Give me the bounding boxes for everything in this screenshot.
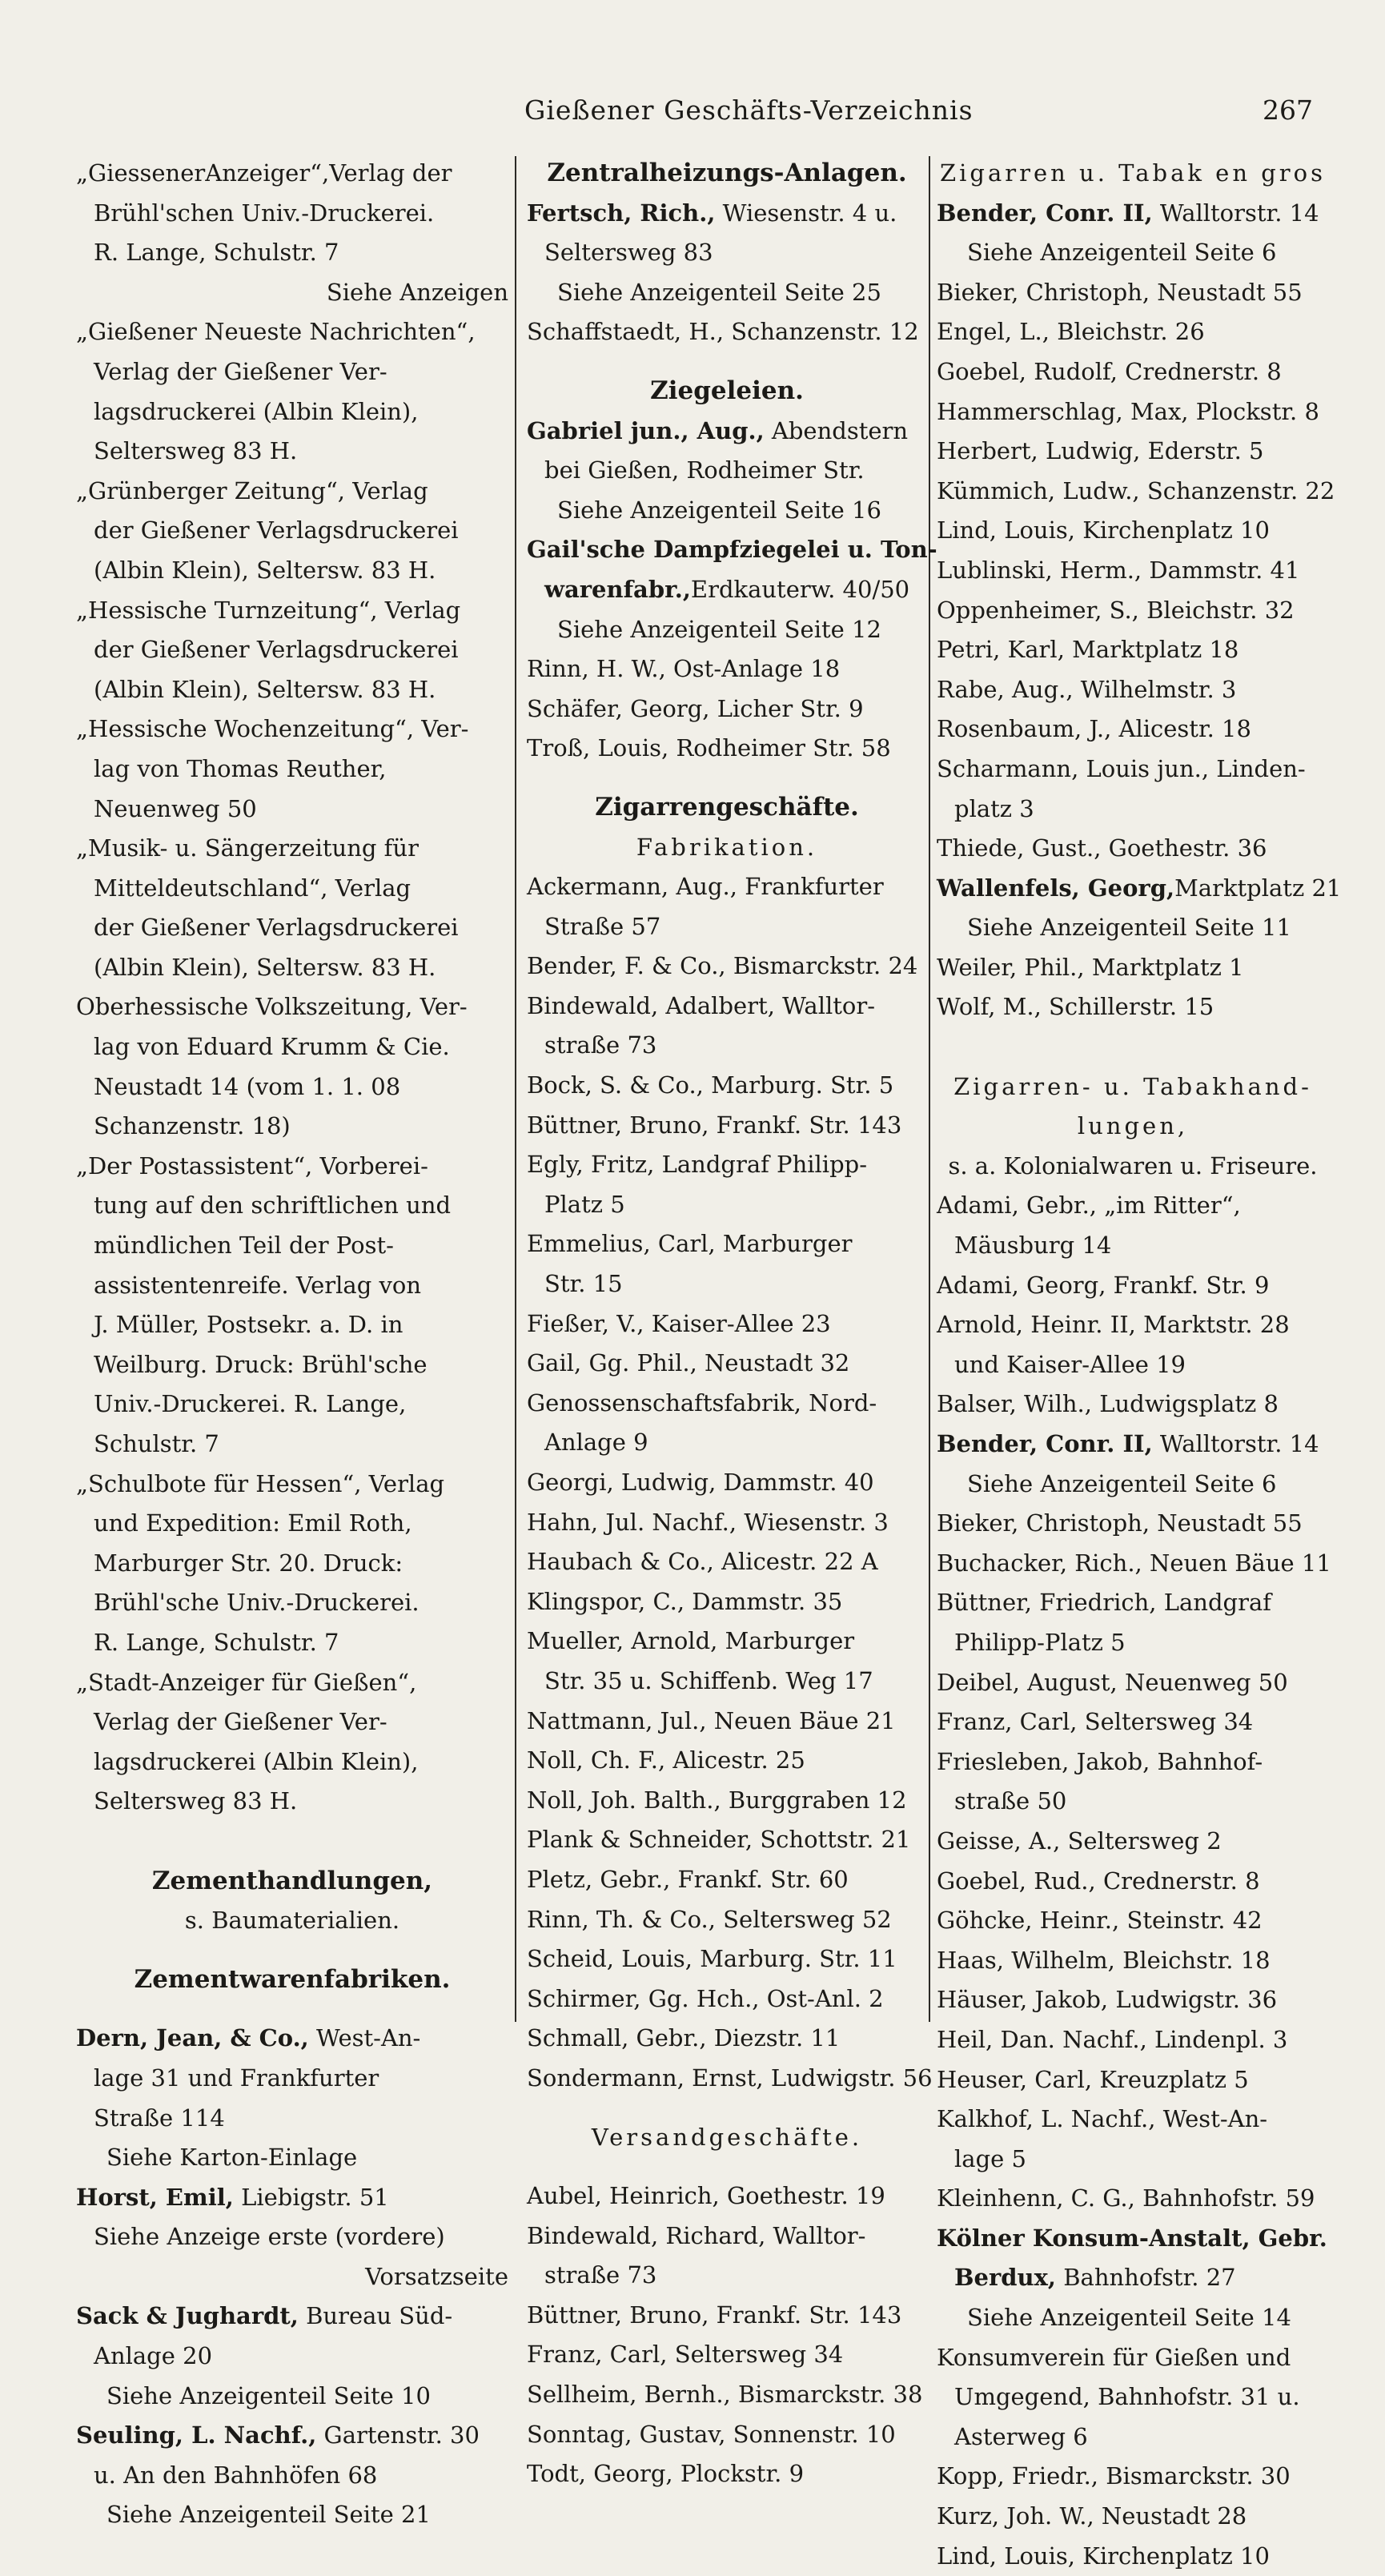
text-line: Haubach & Co., Alicestr. 22 A [527,1548,878,1576]
text-line: straße 73 [544,1031,657,1059]
text-line: Pletz, Gebr., Frankf. Str. 60 [527,1865,849,1893]
text-line: Oppenheimer, S., Bleichstr. 32 [937,596,1295,624]
text-line: Adami, Gebr., „im Ritter“, [937,1192,1241,1220]
subsection-heading: Versandgeschäfte. [591,2123,863,2151]
text-line: Adami, Georg, Frankf. Str. 9 [937,1271,1270,1299]
text-line: Seltersweg 83 H. [94,437,298,465]
text-line: Siehe Anzeigenteil Seite 6 [967,239,1277,267]
page-number: 267 [1263,94,1313,126]
entry-line [76,2297,508,2337]
text-line: Aubel, Heinrich, Goethestr. 19 [527,2182,885,2210]
text-line: „Hessische Turnzeitung“, Verlag [76,596,461,624]
entry-name: Seuling, L. Nachf., [76,2421,317,2449]
section-heading: Zentralheizungs-Anlagen. [547,159,907,187]
entry-address: Bahnhofstr. 27 [1063,2264,1236,2292]
text-line: Herbert, Ludwig, Ederstr. 5 [937,437,1264,465]
entry-address: Walltorstr. 14 [1159,1430,1319,1457]
section-heading: Zigarrengeschäfte. [595,792,859,822]
text-line: Büttner, Bruno, Frankf. Str. 143 [527,2301,902,2329]
text-line: Bieker, Christoph, Neustadt 55 [937,278,1303,306]
entry-address: Liebigstr. 51 [241,2183,389,2211]
text-line: Kurz, Joh. W., Neustadt 28 [937,2502,1247,2530]
text-line: Kopp, Friedr., Bismarckstr. 30 [937,2462,1291,2490]
text-line: Thiede, Gust., Goethestr. 36 [937,834,1267,862]
text-line: Schmall, Gebr., Diezstr. 11 [527,2024,841,2052]
text-line: Schanzenstr. 18) [94,1112,291,1140]
text-line: lage 31 und Frankfurter [94,2064,379,2092]
column-left [76,154,508,2529]
text-line: mündlichen Teil der Post- [94,1232,394,1260]
text-line: Goebel, Rudolf, Crednerstr. 8 [937,357,1282,385]
text-line: Friesleben, Jakob, Bahnhof- [937,1747,1263,1775]
entry-line [76,2019,508,2059]
text-line: Asterweg 6 [954,2422,1088,2450]
entry-address: Bureau Süd- [306,2302,453,2330]
text-line: Goebel, Rud., Crednerstr. 8 [937,1867,1260,1895]
text-line: Straße 114 [94,2104,225,2132]
text-line: (Albin Klein), Seltersw. 83 H. [94,675,436,703]
entry-name: Sack & Jughardt, [76,2302,299,2330]
text-line: Heuser, Carl, Kreuzplatz 5 [937,2065,1249,2093]
text-line: Mueller, Arnold, Marburger [527,1627,855,1655]
text-line: Lind, Louis, Kirchenplatz 10 [937,2542,1270,2570]
text-line: Brühl'schen Univ.-Druckerei. [94,199,435,227]
text-line: Neustadt 14 (vom 1. 1. 08 [94,1072,401,1100]
text-line: Rabe, Aug., Wilhelmstr. 3 [937,675,1237,703]
text-line: Bieker, Christoph, Neustadt 55 [937,1509,1303,1537]
text-line: Neuenweg 50 [94,794,257,822]
entry-address: Abendstern [771,416,909,444]
text-line: Gail'sche Dampfziegelei u. Ton- [527,536,937,564]
text-line: Seltersweg 83 H. [94,1787,298,1815]
text-line: Lublinski, Herm., Dammstr. 41 [937,556,1300,584]
text-line: Haas, Wilhelm, Bleichstr. 18 [937,1946,1271,1974]
text-line: Franz, Carl, Seltersweg 34 [937,1708,1254,1736]
text-line: Bock, S. & Co., Marburg. Str. 5 [527,1071,894,1099]
text-line: Büttner, Friedrich, Landgraf [937,1589,1271,1617]
spacer [76,1941,508,1960]
text-line: Philipp-Platz 5 [954,1628,1126,1656]
text-line: Mitteldeutschland“, Verlag [94,874,411,902]
text-line: platz 3 [954,794,1034,822]
text-line: lag von Thomas Reuther, [94,754,387,782]
entry-line [937,2258,1329,2298]
text-line: u. An den Bahnhöfen 68 [94,2461,378,2489]
text-line: lagsdruckerei (Albin Klein), [94,397,419,425]
text-line: Anlage 20 [94,2342,213,2370]
text-line: Ackermann, Aug., Frankfurter [527,873,884,901]
text-line: „Grünberger Zeitung“, Verlag [76,476,428,504]
text-line: Hahn, Jul. Nachf., Wiesenstr. 3 [527,1508,889,1536]
text-line: Genossenschaftsfabrik, Nord- [527,1388,877,1417]
text-line: Engel, L., Bleichstr. 26 [937,318,1205,346]
entry-name: Wallenfels, Georg, [937,874,1175,902]
text-line: Verlag der Gießener Ver- [94,357,387,385]
text-line: Petri, Karl, Marktplatz 18 [937,636,1239,664]
text-line: Bender, F. & Co., Bismarckstr. 24 [527,952,918,980]
text-line: Sonntag, Gustav, Sonnenstr. 10 [527,2420,896,2448]
entry-name: Bender, Conr. II, [937,1430,1153,1457]
text-line: Schaffstaedt, H., Schanzenstr. 12 [527,318,919,346]
text-line: Univ.-Druckerei. R. Lange, [94,1390,407,1418]
text-line: Straße 57 [544,912,661,940]
text-line: Geisse, A., Seltersweg 2 [937,1827,1222,1855]
text-line: assistentenreife. Verlag von [94,1271,422,1299]
text-line: Büttner, Bruno, Frankf. Str. 143 [527,1111,902,1139]
text-line: Konsumverein für Gießen und [937,2343,1291,2371]
text-line: „Stadt-Anzeiger für Gießen“, [76,1668,417,1696]
text-line: Str. 35 u. Schiffenb. Weg 17 [544,1666,873,1694]
text-line: und Kaiser-Allee 19 [954,1350,1186,1378]
entry-address: Gartenstr. 30 [323,2421,480,2449]
spacer [527,769,927,788]
text-line: Siehe Anzeigenteil Seite 11 [967,914,1291,942]
entry-line [527,194,927,234]
text-line: Seltersweg 83 [544,239,713,267]
text-line: Siehe Anzeigenteil Seite 12 [557,615,881,643]
column-divider [515,156,516,2022]
text-line: Georgi, Ludwig, Dammstr. 40 [527,1469,874,1496]
text-line: Kölner Konsum-Anstalt, Gebr. [937,2224,1327,2252]
text-line: Scharmann, Louis jun., Linden- [937,754,1306,782]
text-line: Egly, Fritz, Landgraf Philipp- [527,1151,868,1179]
section-heading: Zementhandlungen, [151,1866,433,1895]
text-line: Siehe Anzeigenteil Seite 25 [557,278,881,306]
text-line: Arnold, Heinr. II, Marktstr. 28 [937,1311,1290,1339]
spacer [527,2099,927,2118]
entry-address: Wiesenstr. 4 u. [722,199,897,227]
entry-address: Walltorstr. 14 [1159,199,1319,227]
text-line: Siehe Anzeigenteil Seite 6 [967,1469,1277,1497]
text-line: Troß, Louis, Rodheimer Str. 58 [527,734,891,762]
text-line: Sellheim, Bernh., Bismarckstr. 38 [527,2381,923,2409]
text-line: J. Müller, Postsekr. a. D. in [94,1311,403,1339]
text-line: Bindewald, Richard, Walltor- [527,2221,866,2249]
subsection-heading: Fabrikation. [636,833,818,861]
text-line: Noll, Joh. Balth., Burggraben 12 [527,1786,907,1814]
text-line: (Albin Klein), Seltersw. 83 H. [94,556,436,584]
entry-line [937,869,1342,909]
text-line: Siehe Anzeigenteil Seite 16 [557,496,881,524]
text-line: Kalkhof, L. Nachf., West-An- [937,2105,1268,2133]
text-line: „GiessenerAnzeiger“,Verlag der [76,159,452,187]
entry-name: Fertsch, Rich., [527,199,716,227]
text-line: „Schulbote für Hessen“, Verlag [76,1469,445,1497]
text-line: der Gießener Verlagsdruckerei [94,516,459,545]
text-line: Klingspor, C., Dammstr. 35 [527,1587,843,1615]
text-line: Oberhessische Volkszeitung, Ver- [76,993,468,1021]
text-line: straße 50 [954,1787,1067,1815]
text-line: Platz 5 [544,1190,625,1218]
text-line: „Musik- u. Sängerzeitung für [76,834,419,862]
text-line: und Expedition: Emil Roth, [94,1509,412,1537]
entry-name: Bender, Conr. II, [937,199,1153,227]
text-line: s. Baumaterialien. [184,1907,400,1935]
text-line: Schulstr. 7 [94,1430,219,1457]
text-line: Siehe Anzeigenteil Seite 10 [106,2381,431,2409]
text-line: Rinn, Th. & Co., Seltersweg 52 [527,1905,892,1933]
text-line: Balser, Wilh., Ludwigsplatz 8 [937,1390,1279,1418]
entry-line [76,2178,508,2218]
spacer [937,1027,1329,1067]
text-line: der Gießener Verlagsdruckerei [94,914,459,942]
text-line: Kleinhenn, C. G., Bahnhofstr. 59 [937,2184,1315,2212]
running-title: Gießener Geschäfts-Verzeichnis [524,94,974,126]
text-line: R. Lange, Schulstr. 7 [94,239,339,267]
column-right [937,154,1342,2570]
spacer [527,352,927,372]
text-line: Fießer, V., Kaiser-Allee 23 [527,1309,831,1337]
section-heading: Zementwarenfabriken. [134,1964,451,1994]
entry-name: Dern, Jean, & Co., [76,2024,309,2052]
text-line: Siehe Anzeigenteil Seite 21 [106,2501,431,2529]
spacer [76,1822,508,1862]
text-line: Emmelius, Carl, Marburger [527,1230,853,1258]
text-line: Buchacker, Rich., Neuen Bäue 11 [937,1549,1331,1577]
text-line: Schäfer, Georg, Licher Str. 9 [527,694,864,722]
entry-line [527,570,927,610]
entry-line [527,412,927,452]
entry-name: Berdux, [954,2264,1056,2292]
text-line: Kümmich, Ludw., Schanzenstr. 22 [937,476,1335,504]
text-line: Vorsatzseite [365,2262,508,2290]
text-line: lagsdruckerei (Albin Klein), [94,1747,419,1775]
text-line: s. a. Kolonialwaren u. Friseure. [948,1151,1318,1179]
text-line: Plank & Schneider, Schottstr. 21 [527,1826,911,1854]
entry-name: Gabriel jun., Aug., [527,416,765,444]
text-line: Anlage 9 [544,1429,648,1457]
text-line: Sondermann, Ernst, Ludwigstr. 56 [527,2064,933,2092]
subsection-heading: lungen, [1077,1112,1189,1140]
text-line: R. Lange, Schulstr. 7 [94,1628,339,1656]
page-header [524,94,1313,143]
text-line: „Der Postassistent“, Vorberei- [76,1151,428,1179]
entry-address: West-An- [316,2024,421,2052]
entry-line [76,2416,508,2456]
text-line: Brühl'sche Univ.-Druckerei. [94,1589,420,1617]
entry-line [937,194,1329,234]
text-line: Bindewald, Adalbert, Walltor- [527,991,876,1019]
subsection-heading: Zigarren- u. Tabakhand- [953,1072,1312,1100]
text-line: bei Gießen, Rodheimer Str. [544,456,865,484]
spacer [76,1999,508,2019]
spacer [527,2157,927,2176]
text-line: Weiler, Phil., Marktplatz 1 [937,953,1244,981]
text-line: Lind, Louis, Kirchenplatz 10 [937,516,1270,545]
text-line: Siehe Anzeigen [326,278,508,306]
text-line: Siehe Karton-Einlage [106,2144,358,2172]
column-middle [527,154,937,2488]
text-line: Schirmer, Gg. Hch., Ost-Anl. 2 [527,1984,884,2012]
entry-address: Marktplatz 21 [1174,874,1342,902]
text-line: Häuser, Jakob, Ludwigstr. 36 [937,1986,1278,2014]
text-line: Weilburg. Druck: Brühl'sche [94,1350,428,1378]
text-line: Rosenbaum, J., Alicestr. 18 [937,715,1251,743]
text-line: Noll, Ch. F., Alicestr. 25 [527,1746,805,1774]
text-line: Verlag der Gießener Ver- [94,1708,387,1736]
entry-line [937,1425,1329,1465]
text-line: Hammerschlag, Max, Plockstr. 8 [937,397,1319,425]
text-line: Marburger Str. 20. Druck: [94,1549,403,1577]
text-line: Göhcke, Heinr., Steinstr. 42 [937,1907,1263,1935]
entry-name: Horst, Emil, [76,2183,234,2211]
text-line: lage 5 [954,2144,1026,2172]
column-divider [929,156,930,2022]
text-line: der Gießener Verlagsdruckerei [94,636,459,664]
text-line: lag von Eduard Krumm & Cie. [94,1033,450,1061]
text-line: Siehe Anzeige erste (vordere) [94,2223,445,2251]
entry-address: Erdkauterw. 40/50 [690,575,910,603]
text-line: Umgegend, Bahnhofstr. 31 u. [954,2383,1300,2411]
section-heading: Ziegeleien. [650,376,804,405]
text-line: straße 73 [544,2261,657,2289]
text-line: Wolf, M., Schillerstr. 15 [937,993,1214,1021]
text-line: Siehe Anzeigenteil Seite 14 [967,2304,1291,2332]
text-line: (Albin Klein), Seltersw. 83 H. [94,953,436,981]
text-line: Str. 15 [544,1270,623,1298]
text-line: Todt, Georg, Plockstr. 9 [527,2460,805,2488]
text-line: Gail, Gg. Phil., Neustadt 32 [527,1349,850,1377]
entry-name: warenfabr., [544,575,691,603]
text-line: Mäusburg 14 [954,1232,1112,1260]
text-line: tung auf den schriftlichen und [94,1192,452,1220]
text-line: Nattmann, Jul., Neuen Bäue 21 [527,1706,896,1734]
text-line: „Hessische Wochenzeitung“, Ver- [76,715,469,743]
subsection-heading: Zigarren u. Tabak en gros [939,159,1327,187]
text-line: Rinn, H. W., Ost-Anlage 18 [527,655,841,683]
text-line: Heil, Dan. Nachf., Lindenpl. 3 [937,2025,1288,2053]
text-line: „Gießener Neueste Nachrichten“, [76,318,476,346]
text-line: Scheid, Louis, Marburg. Str. 11 [527,1945,897,1973]
text-line: Franz, Carl, Seltersweg 34 [527,2341,844,2369]
text-line: Deibel, August, Neuenweg 50 [937,1668,1288,1696]
